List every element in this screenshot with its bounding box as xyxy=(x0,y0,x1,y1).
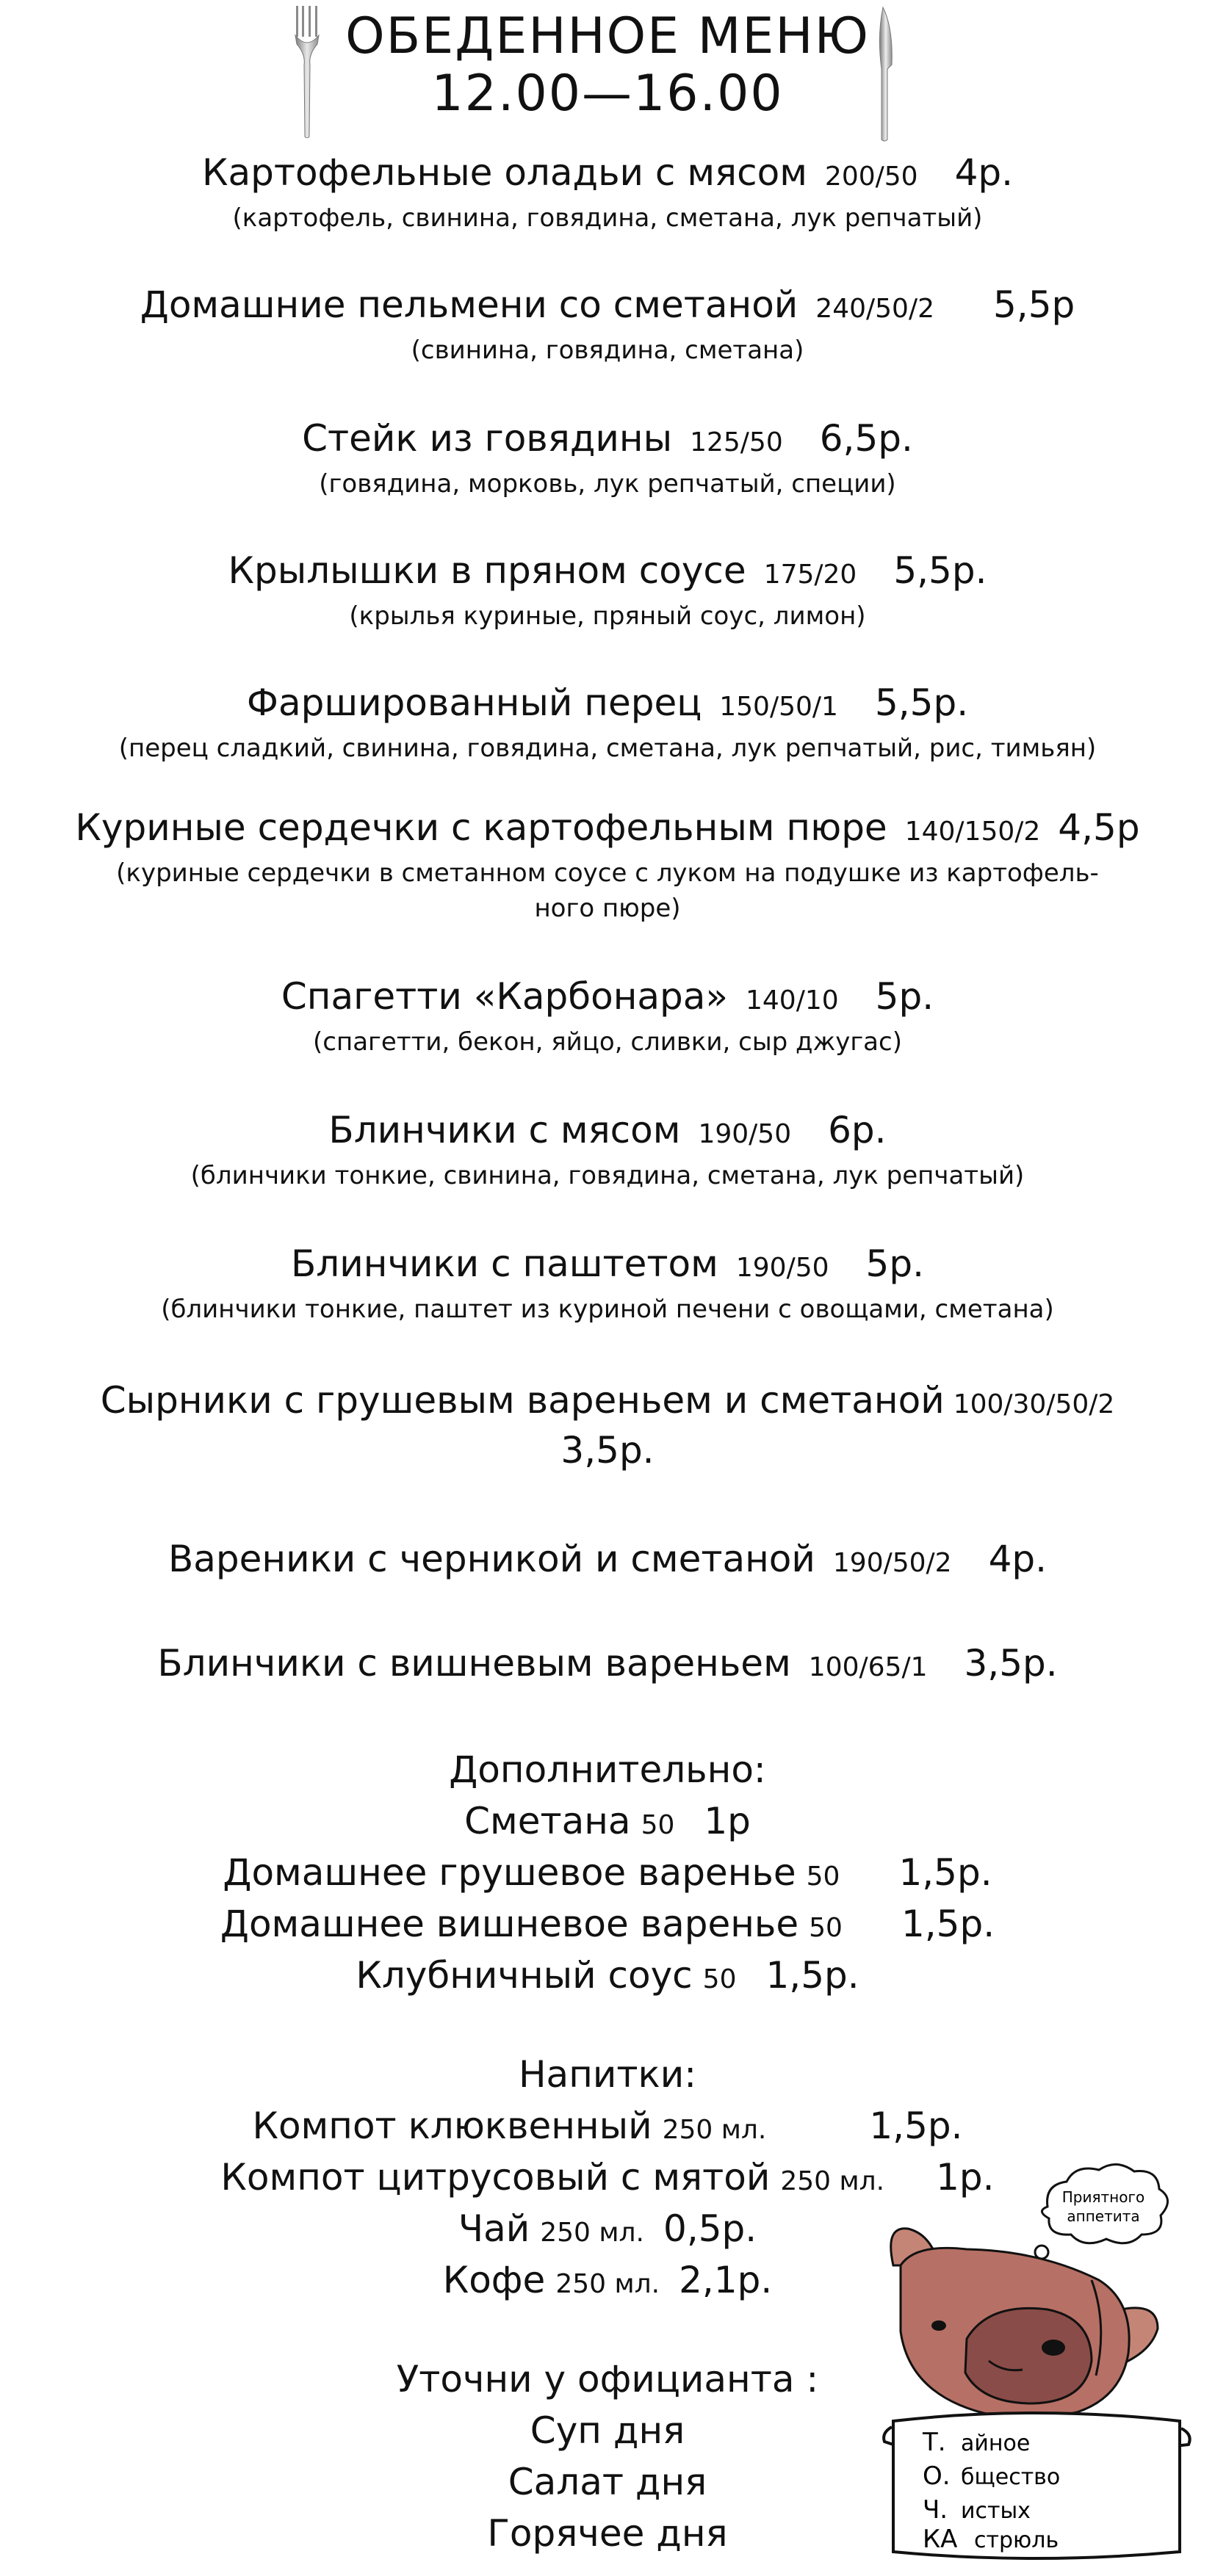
drink-volume: 250 мл. xyxy=(540,2218,645,2248)
dish-description: (перец сладкий, свинина, говядина, сметана, лук репчатый, рис, тимьян) xyxy=(118,734,1097,763)
dish-price: 5,5р. xyxy=(874,681,969,724)
menu-item xyxy=(15,1241,1200,1326)
drink-volume: 250 мл. xyxy=(662,2115,767,2145)
dish-weight: 190/50 xyxy=(735,1253,829,1283)
dish-price: 3,5р. xyxy=(560,1429,655,1472)
logo-word-3: истых xyxy=(961,2498,1031,2524)
dish-price: 5р. xyxy=(875,975,934,1018)
dish-weight: 140/150/2 xyxy=(904,817,1041,847)
logo-letters-ka: КА xyxy=(923,2525,958,2554)
dish-description: (говядина, морковь, лук репчатый, специи) xyxy=(319,469,896,499)
dish-weight: 100/65/1 xyxy=(808,1652,928,1682)
bubble-text-line2: аппетита xyxy=(1067,2207,1140,2225)
menu-item xyxy=(15,680,1200,765)
menu-hours: 12.00—16.00 xyxy=(431,65,784,123)
drink-volume: 250 мл. xyxy=(555,2269,660,2299)
dish-weight: 175/20 xyxy=(763,560,857,590)
drinks-heading: Напитки: xyxy=(518,2053,697,2096)
logo-word-4: стрюль xyxy=(974,2528,1059,2553)
dish-description: (куриные сердечки в сметанном соусе с луком на подушке из картофель- xyxy=(116,858,1099,888)
logo-letter-ch: Ч. xyxy=(923,2495,948,2525)
dish-description: (крылья куриные, пряный соус, лимон) xyxy=(349,601,866,631)
extra-weight: 50 xyxy=(702,1964,737,1994)
drink-volume: 250 мл. xyxy=(780,2166,885,2196)
extras-item xyxy=(0,1847,1215,1903)
dish-name: Спагетти «Карбонара» xyxy=(281,975,728,1018)
dish-price: 4р. xyxy=(988,1538,1048,1580)
drink-name: Кофе xyxy=(442,2259,546,2301)
drink-name: Чай xyxy=(458,2207,530,2250)
menu-item xyxy=(15,805,1200,925)
dish-weight: 125/50 xyxy=(690,427,783,457)
dish-description: (картофель, свинина, говядина, сметана, лук репчатый) xyxy=(232,203,983,233)
dish-weight: 100/30/50/2 xyxy=(953,1389,1115,1419)
menu-item xyxy=(15,150,1200,235)
extra-price: 1,5р. xyxy=(901,1903,995,1945)
dish-price: 6,5р. xyxy=(819,417,913,460)
logo-word-2: бщество xyxy=(961,2464,1061,2490)
dish-name: Фаршированный перец xyxy=(246,681,702,724)
dish-name: Блинчики с мясом xyxy=(328,1109,681,1151)
dish-name: Стейк из говядины xyxy=(302,417,673,460)
extra-name: Клубничный соус xyxy=(356,1954,693,1997)
menu-item xyxy=(15,1640,1200,1690)
dish-price: 6р. xyxy=(828,1109,887,1151)
ask-waiter-item: Горячее дня xyxy=(487,2512,728,2555)
pig-pot-mascot xyxy=(879,2155,1194,2566)
dish-name: Куриные сердечки с картофельным пюре xyxy=(75,806,887,849)
extra-name: Домашнее грушевое варенье xyxy=(223,1851,796,1894)
ask-waiter-item: Салат дня xyxy=(508,2461,707,2503)
pig-head xyxy=(891,2229,1158,2418)
extras-item xyxy=(0,1950,1215,2005)
dish-name: Крылышки в пряном соусе xyxy=(228,549,746,592)
extra-price: 1,5р. xyxy=(765,1954,859,1997)
dish-description: (блинчики тонкие, свинина, говядина, сметана, лук репчатый) xyxy=(190,1161,1025,1190)
dish-weight: 190/50/2 xyxy=(832,1548,952,1578)
drink-price: 2,1р. xyxy=(679,2259,773,2301)
menu-item xyxy=(15,416,1200,501)
drink-price: 0,5р. xyxy=(663,2207,757,2250)
logo-letter-t: Т. xyxy=(923,2428,946,2457)
dish-price: 4,5р xyxy=(1058,806,1140,849)
extra-price: 1р xyxy=(704,1800,751,1842)
menu-item xyxy=(15,1536,1200,1586)
logo-letter-o: О. xyxy=(923,2461,951,2491)
logo-word-1: айное xyxy=(961,2431,1031,2456)
extra-weight: 50 xyxy=(641,1810,675,1840)
dish-name: Сырники с грушевым вареньем и сметаной xyxy=(100,1379,945,1422)
dish-weight: 140/10 xyxy=(746,985,839,1016)
dish-description: (свинина, говядина, сметана) xyxy=(411,336,804,365)
dish-name: Блинчики с паштетом xyxy=(291,1242,718,1285)
dish-price: 4р. xyxy=(954,151,1014,194)
bubble-text-line1: Приятного xyxy=(1061,2188,1145,2206)
dish-weight: 150/50/1 xyxy=(719,692,838,722)
dish-weight: 200/50 xyxy=(824,162,918,192)
dish-price: 5р. xyxy=(865,1242,924,1285)
menu-item xyxy=(15,282,1200,367)
ask-waiter-item: Суп дня xyxy=(530,2409,685,2452)
dish-name: Блинчики с вишневым вареньем xyxy=(157,1642,791,1685)
drink-name: Компот клюквенный xyxy=(252,2105,652,2147)
dish-description-continued: ного пюре) xyxy=(534,894,681,923)
extras-item xyxy=(0,1795,1215,1851)
extras-item xyxy=(0,1898,1215,1954)
menu-item xyxy=(15,974,1200,1059)
dish-name: Картофельные оладьи с мясом xyxy=(201,151,807,194)
dish-weight: 190/50 xyxy=(698,1119,792,1149)
drinks-item xyxy=(0,2100,1215,2156)
drink-price: 1р. xyxy=(936,2156,995,2199)
dish-price: 5,5р. xyxy=(893,549,987,592)
saucepan xyxy=(884,2413,1190,2558)
dish-weight: 240/50/2 xyxy=(815,294,934,324)
extra-price: 1,5р. xyxy=(898,1851,992,1894)
dish-name: Домашние пельмени со сметаной xyxy=(140,283,798,326)
extra-name: Сметана xyxy=(464,1800,631,1842)
dish-price: 3,5р. xyxy=(964,1642,1058,1685)
extra-weight: 50 xyxy=(806,1862,840,1892)
extra-weight: 50 xyxy=(809,1913,843,1943)
dish-price: 5,5р xyxy=(992,283,1075,326)
extras-heading: Дополнительно: xyxy=(449,1748,766,1791)
dish-description: (спагетти, бекон, яйцо, сливки, сыр джугас) xyxy=(313,1027,902,1057)
dish-name: Вареники с черникой и сметаной xyxy=(167,1538,815,1580)
drink-name: Компот цитрусовый с мятой xyxy=(220,2156,771,2199)
menu-item xyxy=(15,1378,1200,1473)
knife-icon xyxy=(871,6,898,142)
menu-title: ОБЕДЕННОЕ МЕНЮ xyxy=(345,7,870,65)
dish-description: (блинчики тонкие, паштет из куриной печени с овощами, сметана) xyxy=(161,1295,1054,1324)
drink-price: 1,5р. xyxy=(869,2105,963,2147)
menu-item xyxy=(15,548,1200,633)
extra-name: Домашнее вишневое варенье xyxy=(220,1903,799,1945)
menu-item xyxy=(15,1107,1200,1193)
ask-waiter-heading: Уточни у официанта : xyxy=(396,2358,819,2400)
